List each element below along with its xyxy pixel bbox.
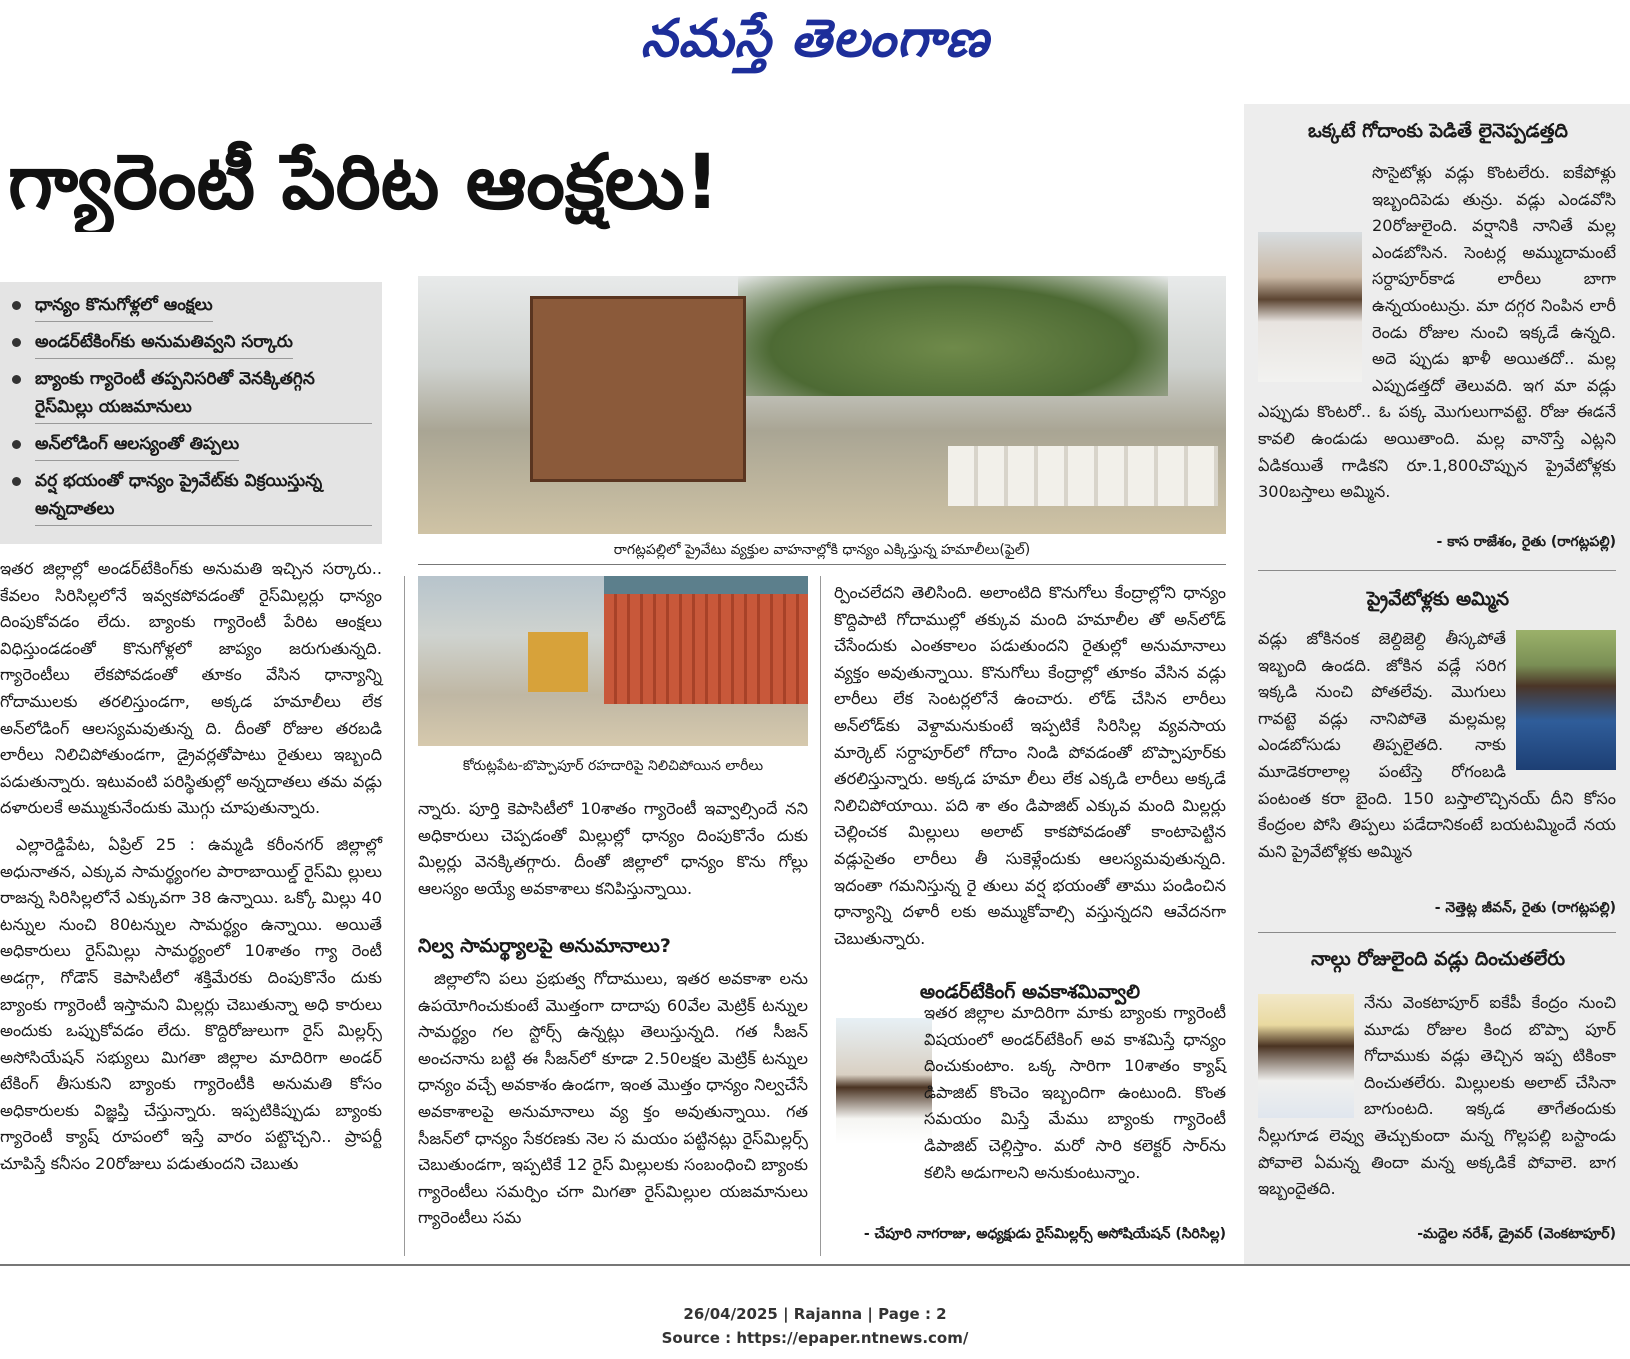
photo-stalled-lorries — [418, 576, 808, 746]
bullet-dot-icon — [12, 301, 21, 310]
photo-caption-trucks: కోరుట్లపేట-బొప్పాపూర్ రహదారిపై నిలిచిపోయిన లారీలు — [462, 758, 764, 774]
photo-lorry-far — [528, 632, 588, 692]
attribution-nagaraju: - చేపూరి నాగరాజు, అధ్యక్షుడు రైస్‌మిల్లర్స్ అసోషియేషన్ (సిరిసిల్ల) — [863, 1226, 1226, 1242]
sidebar-title-2: ప్రైవేటోళ్లకు అమ్మిన — [1366, 588, 1510, 610]
column-divider — [404, 576, 405, 1256]
column-divider — [820, 576, 821, 1256]
sidebar-title-1: ఒక్కటే గోదాంకు పెడితే లైనెప్పడత్తది — [1308, 120, 1568, 142]
article-column-2-continued — [418, 966, 808, 1232]
bullet-dot-icon — [12, 477, 21, 486]
article-paragraph: ఎల్లారెడ్డిపేట, ఏప్రిల్ 25 : ఉమ్మడి కరీంనగర్ జిల్లాల్లో అధునాతన, ఎక్కువ సామర్థ్యంగల పారాబాయిల్డ్ రైస్‌మి ల్లులు రాజన్న సిరిసిల్లలోనే ఎక్కువగా 38 ఉన్నాయి. ఒక్కో మిల్లు 40 టన్నుల నుంచి 80టన్నుల సామర్థ్యం ఉన్నాయి. అయితే అధికారులు రైస్‌మిల్లు సామర్థ్యంలో 10శాతం గ్యా రెంటీ అడగ్గా, గోడౌన్ కెపాసిటీలో శక్తిమేరకు దింపుకొనేం దుకు బ్యాంకు గ్యారెంటీ ఇస్తామని మిల్లర్లు చెబుతున్నా అధి కారులు అందుకు ఒప్పుకోవడం లేదు. కొద్దిరోజులుగా రైస్ మిల్లర్స్ అసోసియేషన్ సభ్యులు మిగతా జిల్లాల మాదిరిగా అండర్ టేకింగ్ తీసుకుని బ్యాంకు గ్యారెంటీకి అనుమతి కోసం అధికారులకు విజ్ఞప్తి చేస్తున్నారు. ఇప్పటికిప్పుడు బ్యాంకు గ్యారెంటీ క్యాష్ రూపంలో ఇస్తే వారం పట్టొచ్చని.. ప్రాపర్టీ చూపిస్తే కనీసం 20రోజులు పడుతుందని చెబుతు — [0, 834, 382, 1174]
subhead-undertaking: అండర్‌టేకింగ్ అవకాశమివ్వాలి — [919, 981, 1141, 1003]
article-paragraph: ర్పించలేదని తెలిసింది. అలాంటిది కొనుగోలు కేంద్రాల్లోని ధాన్యం కొద్దిపాటి గోదాముల్లో తక్కువ మంది హమాలీల తో అన్‌లోడ్ చేసేందుకు ఎంతకాలం పడుతుందని రైతుల్లో అనుమానాలు వ్యక్తం అవుతున్నాయి. కొనుగోలు కేంద్రాల్లో తూకం వేసిన వడ్లు లారీలు లేక సెంటర్లలోనే ఉంచారు. లోడ్ చేసిన లారీలు అన్‌లోడ్‌కు వెళ్దామనుకుంటే ఇప్పటికే సిరిసిల్ల వ్యవసాయ మార్కెట్ సర్దాపూర్‌లో గోదాం నిండి పోవడంతో బొప్పాపూర్‌కు తరలిస్తున్నారు. అక్కడ హమా లీలు లేక ఎక్కడి లారీలు అక్కడే నిలిచిపోయాయి. పది శా తం డిపాజిట్ ఎక్కువ మంది మిల్లర్లు చెల్లించక మిల్లులు అలాట్ కాకపోవడంతో కాంటాపెట్టిన వడ్లుసైతం లారీలు తీ సుకెళ్లేందుకు ఆలస్యమవుతున్నది. ఇదంతా గమనిస్తున్న రై తులు వర్ష భయంతో తాము పండించిన ధాన్యాన్ని దళారీ లకు అమ్ముకోవాల్సి వస్తున్నదని ఆవేదనగా చెబుతున్నారు. — [834, 583, 1226, 948]
bullet-item: వర్ష భయంతో ధాన్యం ప్రైవేట్‌కు విక్రయిస్తున్న అన్నదాతలు — [0, 464, 382, 529]
quote-undertaking: ఇతర జిల్లాల మాదిరిగా మాకు బ్యాంకు గ్యారెంటీ విషయంలో అండర్‌టేకింగ్ అవ కాశమిస్తే ధాన్యం దించుకుంటాం. ఒక్క సారిగా 10శాతం క్యాష్ డిపాజిట్ కొంచెం ఇబ్బందిగా ఉంటుంది. కొంత సమయం మిస్తే మేము బ్యాంకు గ్యారెంటీ డిపాజిట్ చెల్లిస్తాం. మరో సారి కలెక్టర్ సార్‌ను కలిసి అడుగాలని అనుకుంటున్నాం. — [924, 1003, 1226, 1182]
summary-bullets — [0, 282, 382, 544]
photo-tree — [738, 276, 1168, 396]
photo-truck — [530, 296, 746, 482]
article-paragraph: న్నారు. పూర్తి కెపాసిటీలో 10శాతం గ్యారెంటీ ఇవ్వాల్సిందే నని అధికారులు చెప్పడంతో మిల్లుల్లో ధాన్యం దింపుకొనేం దుకు మిల్లర్లు వెనక్కితగ్గారు. దీంతో జిల్లాలో ధాన్యం కొను గోల్లు ఆలస్యం అయ్యే అవకాశాలు కనిపిస్తున్నాయి. — [418, 799, 808, 898]
portrait-nagaraju — [836, 1018, 932, 1144]
bullet-item: ధాన్యం కొనుగోళ్లలో ఆంక్షలు — [0, 288, 382, 325]
photo-sacks — [948, 446, 1218, 506]
bullet-dot-icon — [12, 375, 21, 384]
bullet-dot-icon — [12, 338, 21, 347]
footer-source: Source : https://epaper.ntnews.com/ — [661, 1329, 969, 1347]
sidebar-text-1: సొసైటోళ్లు వడ్లు కొంటలేరు. ఐకేపోళ్లు ఇబ్బందిపెడు తున్రు. వడ్లు ఎండవోసి 20రోజులైంది. వర్షానికి నానితే మల్ల ఎండబోసిన. సెంటర్ల అమ్ముదామంటే సర్దాపూర్‌కాడ లారీలు బాగా ఉన్నయంటున్రు. మా దగ్గర నింపిన లారీ రెండు రోజుల నుంచి ఇక్కడే ఉన్నది. అదె ప్పుడు ఖాళీ అయితదో.. మల్ల ఎప్పుడత్తదో తెలువది. ఇగ మా వడ్లు ఎప్పుడు కొంటరో.. ఓ పక్క మొగులుగావట్టె. రోజు ఈడనే కావలి ఉండుడు అయితాంది. మల్ల వానొస్తే ఎట్లని ఏడికయితే గాడికని రూ.1,800చొప్పున ప్రైవేటోళ్లకు 300బస్తాలు అమ్మిన. — [1258, 163, 1616, 502]
footer-divider — [0, 1264, 1630, 1266]
subhead-storage-capacity: నిల్వ సామర్థ్యాలపై అనుమానాలు? — [418, 935, 671, 957]
sidebar-text-2: వడ్లు జోకినంక జెల్దిజెల్ది తీస్కపోతే ఇబ్బంది ఉండది. జోకిన వడ్లే సరిగ ఇక్కడి నుంచి పోతలేవు. మొగులు గావట్టె వడ్లు నానిపోతె మల్లమల్ల ఎండబోసుడు తిప్పలైతది. నాకు మూడెకరాలాల్ల పంటేస్తె రోగంబడి పంటంత కరా బైంది. 150 బస్తాలొచ్చినయ్ దీని కోసం కేంద్రంల పోసి తిప్పలు పడేదానికంటే బయటమ్మిందే నయ మని ప్రైవేటోళ్లకు అమ్మిన — [1258, 629, 1616, 861]
bullet-item: బ్యాంకు గ్యారెంటీ తప్పనిసరితో వెనక్కితగ్గిన రైస్‌మిల్లు యజమానులు — [0, 362, 382, 427]
sidebar-divider — [1258, 570, 1616, 571]
attribution-naresh: -మద్దెల నరేశ్, డ్రైవర్ (వెంకటాపూర్) — [1417, 1226, 1616, 1242]
photo-loading-grain — [418, 276, 1226, 534]
sidebar-text-3: నేను వెంకటాపూర్ ఐకేపీ కేంద్రం నుంచి మూడు రోజుల కింద బొప్పా పూర్ గోదాముకు వడ్లు తెచ్చిన ఇప్ప టికింకా దించుతలేరు. మిల్లులకు అలాట్ చేసినా బాగుంటది. ఇక్కడ తాగేతందుకు నీల్లుగూడ లెవ్వు తెచ్చుకుందా మన్న గొల్లపల్లి బస్టాండు పోవాలె ఏమన్న తిందా మన్న అక్కడికే పోవాలె. బాగ ఇబ్బందైతది. — [1258, 993, 1616, 1199]
bullet-dot-icon — [12, 440, 21, 449]
article-paragraph: జిల్లాలోని పలు ప్రభుత్వ గోదాములు, ఇతర అవకాశా లను ఉపయోగించుకుంటే మొత్తంగా దాదాపు 60వేల మెట్రిక్ టన్నుల సామర్థ్యం గల స్టోర్స్ ఉన్నట్లు తెలుస్తున్నది. గత సీజన్ అంచనాను బట్టి ఈ సీజన్‌లో కూడా 2.50లక్షల మెట్రిక్ టన్నుల ధాన్యం వచ్చే అవకాశం ఉండగా, ఇంత మొత్తం ధాన్యం నిల్వచేసే అవకాశాలపై అనుమానాలు వ్య క్తం అవుతున్నాయి. గత సీజన్‌లో ధాన్యం సేకరణకు నెల స మయం పట్టినట్లు రైస్‌మిల్లర్స్ చెబుతుండగా, ఇప్పటికే 12 రైస్ మిల్లులకు సంబంధించి బ్యాంకు గ్యారెంటీలు సమర్పిం చగా మిగతా రైస్‌మిల్లుల యజమానులు గ్యారెంటీలు సమ — [418, 969, 808, 1228]
article-paragraph: ఇతర జిల్లాల్లో అండర్‌టేకింగ్‌కు అనుమతి ఇచ్చిన సర్కారు.. కేవలం సిరిసిల్లలోనే ఇవ్వకపోవడంతో రైస్‌మిల్లర్లు ధాన్యం దింపుకోవడం లేదు. బ్యాంకు గ్యారెంటీ పేరిట ఆంక్షలు విధిస్తుండడంతో కొనుగోళ్లలో జాప్యం జరుగుతున్నది. గ్యారెంటీలు లేకపోవడంతో తూకం వేసిన ధాన్యాన్ని గోదాములకు తరలిస్తుండగా, అక్కడ హమాలీలు లేక అన్‌లోడింగ్ ఆలస్యమవుతున్న ది. దీంతో రోజుల తరబడి లారీలు నిలిచిపోతుండగా, డ్రైవర్లతోపాటు రైతులు ఇబ్బంది పడుతున్నారు. ఇటువంటి పరిస్థితుల్లో అన్నదాతలు తమ వడ్లు దళారులకే అమ్ముకునేందుకు మొగ్గు చూపుతున్నారు. — [0, 559, 382, 818]
bullet-item: అండర్‌టేకింగ్‌కు అనుమతివ్వని సర్కారు — [0, 325, 382, 362]
portrait-jeevan — [1516, 630, 1616, 770]
footer-date-page: 26/04/2025 | Rajanna | Page : 2 — [683, 1305, 947, 1323]
attribution-rajesham: - కాస రాజేశం, రైతు (రాగట్లపల్లి) — [1436, 534, 1616, 550]
article-column-2 — [418, 796, 808, 902]
sidebar-divider — [1258, 932, 1616, 933]
headline: గ్యారెంటీ పేరిట ఆంక్షలు! — [8, 137, 720, 226]
attribution-jeevan: - నెత్తెట్ల జీవన్, రైతు (రాగట్లపల్లి) — [1434, 900, 1616, 916]
article-column-1 — [0, 556, 382, 1178]
bullet-item: అన్‌లోడింగ్ ఆలస్యంతో తిప్పలు — [0, 427, 382, 464]
photo-lorry — [604, 594, 808, 704]
portrait-naresh — [1258, 994, 1354, 1118]
sidebar-title-3: నాల్గు రోజులైంది వడ్లు దించుతలేరు — [1310, 948, 1566, 970]
caption-divider — [418, 564, 1226, 565]
footer-info — [0, 1302, 1630, 1350]
masthead-logo: నమస్తే తెలంగాణ — [640, 8, 990, 69]
portrait-rajesham — [1258, 232, 1362, 382]
photo-caption-main: రాగట్లపల్లిలో ప్రైవేటు వ్యక్తుల వాహనాల్లోకి ధాన్యం ఎక్కిస్తున్న హమాలీలు(ఫైల్) — [613, 542, 1031, 558]
article-column-3 — [834, 580, 1226, 952]
